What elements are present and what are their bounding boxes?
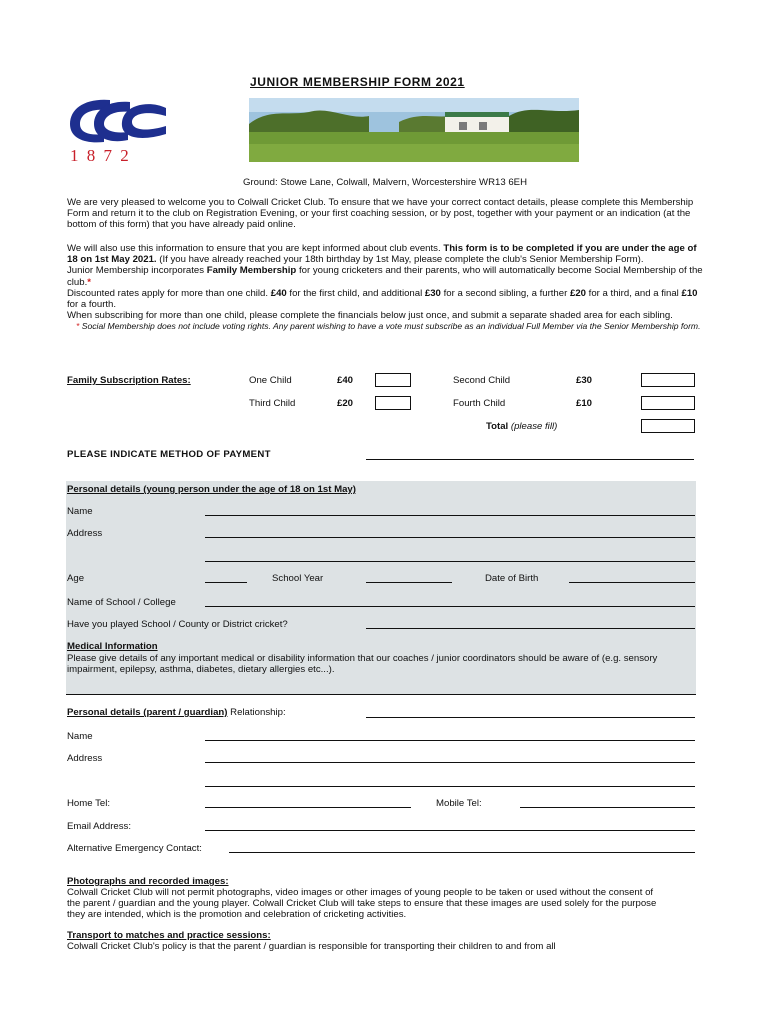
payment-method-field[interactable] [366,459,694,460]
parent-address-field-2[interactable] [205,786,695,787]
logo-year: 1 8 7 2 [70,146,131,165]
played-cricket-label: Have you played School / County or District cricket? [67,619,288,630]
school-year-label: School Year [272,573,324,584]
parent-address-field-1[interactable] [205,762,695,763]
second-child-label: Second Child [453,375,511,386]
age-label: Age [67,573,85,584]
discount-text-3: for a third, and a final [588,287,679,299]
fourth-child-price: £10 [576,398,593,409]
age-field[interactable] [205,582,247,583]
intro-events: We will also use this information to ensure that you are kept informed about club events. [67,243,441,254]
discount-text-4: for a fourth. [67,299,117,311]
photos-title: Photographs and recorded images: [67,876,229,887]
transport-title: Transport to matches and practice sessions: [67,930,271,941]
medical-title: Medical Information [67,641,158,652]
dob-label: Date of Birth [485,573,539,584]
young-name-label: Name [67,506,93,517]
relationship-field[interactable] [366,717,695,718]
school-field[interactable] [205,606,695,607]
home-tel-label: Home Tel: [67,798,111,809]
parent-address-label: Address [67,753,103,764]
school-year-field[interactable] [366,582,452,583]
played-cricket-field[interactable] [366,628,695,629]
email-label: Email Address: [67,821,131,832]
one-child-label: One Child [249,375,292,386]
medical-field[interactable] [66,694,696,695]
relationship-label: Relationship: [230,707,286,718]
home-tel-field[interactable] [205,807,411,808]
emergency-contact-field[interactable] [229,852,695,853]
ccc-logo-icon [66,94,174,166]
ground-address: Ground: Stowe Lane, Colwall, Malvern, Worcestershire WR13 6EH [242,177,528,188]
second-child-price: £30 [576,375,593,386]
third-child-box[interactable] [375,396,411,410]
total-label [486,421,557,432]
discount-text-1: for the first child, and additional [289,287,423,299]
intro-age-rule: This form is to be completed if you are under the age of 18 on 1st May 2021. [67,243,697,266]
rates-label: Family Subscription Rates: [67,375,191,386]
asterisk-marker: * [87,276,91,288]
one-child-price: £40 [337,375,354,386]
parent-section-title: Personal details (parent / guardian) [67,707,228,718]
emergency-contact-label: Alternative Emergency Contact: [67,843,202,854]
intro-text-5: When subscribing for more than one child, please complete the financials below just once, and submit a separate shaded area for each sibling. [67,310,673,322]
total-text: Total [486,421,509,432]
photos-text: Colwall Cricket Club will not permit photographs, video images or other images of young people to be taken or used without the consent of the parent / guardian and the young player. Colwall Cricket Club will take steps to ensure that these images are used solely for the purpose they are intended, which is the promotion and celebration of cricketing activities. [67,887,657,921]
third-child-price: £20 [337,398,354,409]
intro-text-4 [67,288,707,310]
transport-text: Colwall Cricket Club's policy is that the parent / guardian is responsible for transporting their children to and from all [67,941,556,952]
discount-second: £30 [424,287,441,299]
discount-first: £40 [270,287,287,299]
intro-paragraph-2 [67,243,707,333]
school-label: Name of School / College [67,597,176,608]
discount-lead: Discounted rates apply for more than one child. [67,287,269,299]
young-name-field[interactable] [205,515,695,516]
ground-photo [249,98,579,162]
intro-family-desc: for young cricketers and their parents, who will automatically become Social Membership of the club. [67,265,703,288]
young-address-label: Address [67,528,103,539]
mobile-tel-label: Mobile Tel: [436,798,482,809]
email-field[interactable] [205,830,695,831]
note-asterisk: * [76,321,80,332]
medical-text: Please give details of any important medical or disability information that our coaches / junior coordinators should be aware of (e.g. sensory impairment, epilepsy, asthma, diabetes, dietary allergies etc...). [67,653,658,676]
second-child-box[interactable] [641,373,695,387]
fourth-child-box[interactable] [641,396,695,410]
intro-text-3 [67,265,707,287]
intro-senior-note: (If you have already reached your 18th birthday by 1st May, please complete the club's Senior Membership Form). [159,254,644,266]
intro-text-2 [67,243,707,265]
total-box[interactable] [641,419,695,433]
discount-text-2: for a second sibling, a further [443,287,568,299]
parent-name-field[interactable] [205,740,695,741]
young-address-field-2[interactable] [205,561,695,562]
intro-text-1: We are very pleased to welcome you to Colwall Cricket Club. To ensure that we have your correct contact details, please complete this Membership Form and return it to the club on Registration Evening, or your first coaching session, or by post, together with your payment or an indication (at the bottom of this form) that you have already paid online. [67,197,694,231]
discount-third: £20 [569,287,586,299]
mobile-tel-field[interactable] [520,807,695,808]
fourth-child-label: Fourth Child [453,398,506,409]
social-note [67,321,707,332]
intro-paragraph-1 [67,197,707,231]
payment-label: PLEASE INDICATE METHOD OF PAYMENT [67,449,271,460]
club-logo [66,94,174,166]
young-address-field-1[interactable] [205,537,695,538]
intro-family-membership: Family Membership [206,265,297,277]
intro-family-lead: Junior Membership incorporates [67,265,205,277]
dob-field[interactable] [569,582,695,583]
note-text: Social Membership does not include voting rights. Any parent wishing to have a vote must subscribe as an individual Full Member via the Senior Membership form. [81,321,701,332]
young-section-title: Personal details (young person under the age of 18 on 1st May) [67,484,356,495]
parent-name-label: Name [67,731,93,742]
discount-fourth: £10 [681,287,698,299]
form-title: JUNIOR MEMBERSHIP FORM 2021 [250,75,465,89]
total-hint: (please fill) [510,421,558,432]
third-child-label: Third Child [249,398,296,409]
parent-section-header [67,707,286,718]
one-child-box[interactable] [375,373,411,387]
